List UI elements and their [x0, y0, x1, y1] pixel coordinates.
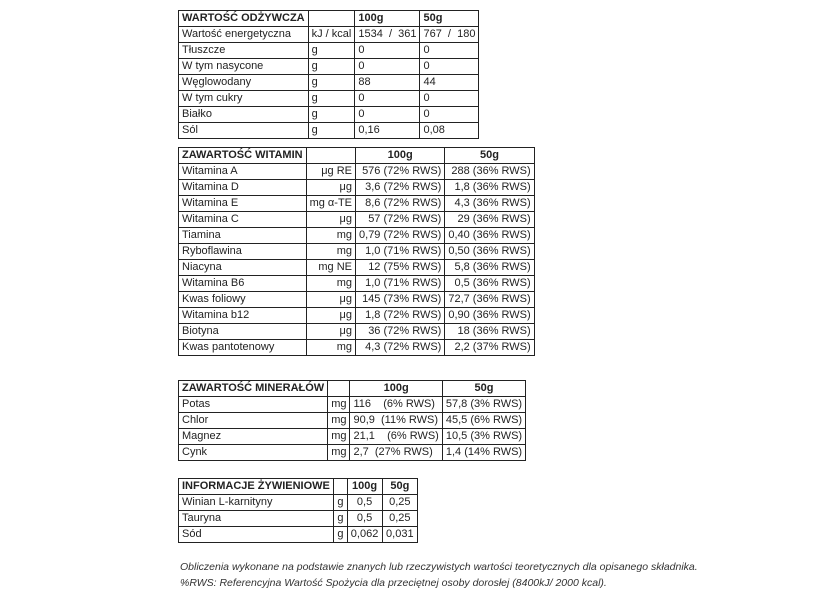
table-row: [179, 228, 535, 244]
table-row: [179, 292, 535, 308]
value-100g: 0: [355, 59, 420, 75]
unit: μg: [306, 324, 355, 340]
unit: g: [333, 527, 347, 543]
unit: mg: [328, 429, 350, 445]
unit: g: [308, 59, 355, 75]
value-50g: 44: [420, 75, 479, 91]
nutrient-name: Tłuszcze: [179, 43, 309, 59]
value-50g: 0,031: [382, 527, 417, 543]
unit: g: [308, 107, 355, 123]
nutrition-50g-header: 50g: [420, 11, 479, 27]
minerals-50g-header: 50g: [442, 381, 525, 397]
unit: mg α-TE: [306, 196, 355, 212]
nutrient-name: Witamina D: [179, 180, 307, 196]
footnotes: [180, 559, 698, 591]
table-row: [179, 196, 535, 212]
nutrition-table: [178, 10, 479, 139]
value-100g: 0,5: [347, 495, 382, 511]
value-100g: 8,6 (72% RWS): [356, 196, 445, 212]
value-100g: 576 (72% RWS): [356, 164, 445, 180]
value-50g: 1,8 (36% RWS): [445, 180, 534, 196]
value-100g: 1,0 (71% RWS): [356, 244, 445, 260]
unit: mg NE: [306, 260, 355, 276]
value-50g: 0,25: [382, 511, 417, 527]
unit: μg: [306, 292, 355, 308]
value-50g: 0: [420, 59, 479, 75]
nutrient-name: Witamina A: [179, 164, 307, 180]
table-row: [179, 27, 479, 43]
nutrient-name: Magnez: [179, 429, 328, 445]
table-row: [179, 164, 535, 180]
value-100g: 0: [355, 43, 420, 59]
table-row: [179, 123, 479, 139]
unit: μg: [306, 212, 355, 228]
unit: μg: [306, 308, 355, 324]
value-50g: 0: [420, 91, 479, 107]
table-row: [179, 212, 535, 228]
table-row: [179, 324, 535, 340]
unit: g: [333, 511, 347, 527]
value-100g: 88: [355, 75, 420, 91]
value-100g: 36 (72% RWS): [356, 324, 445, 340]
value-50g: 5,8 (36% RWS): [445, 260, 534, 276]
unit: mg: [306, 228, 355, 244]
value-50g: 2,2 (37% RWS): [445, 340, 534, 356]
nutrient-name: Winian L-karnityny: [179, 495, 334, 511]
unit: kJ / kcal: [308, 27, 355, 43]
nutrient-name: Witamina b12: [179, 308, 307, 324]
unit: mg: [306, 244, 355, 260]
value-50g: 0,40 (36% RWS): [445, 228, 534, 244]
nutrient-name: Witamina C: [179, 212, 307, 228]
value-50g: 767 / 180: [420, 27, 479, 43]
value-100g: 0,16: [355, 123, 420, 139]
value-50g: 0,25: [382, 495, 417, 511]
nutrient-name: Kwas pantotenowy: [179, 340, 307, 356]
value-50g: 0,50 (36% RWS): [445, 244, 534, 260]
nutrient-name: Tiamina: [179, 228, 307, 244]
table-row: [179, 429, 526, 445]
table-row: [179, 445, 526, 461]
value-100g: 1534 / 361: [355, 27, 420, 43]
value-100g: 0,5: [347, 511, 382, 527]
value-50g: 18 (36% RWS): [445, 324, 534, 340]
unit: g: [308, 123, 355, 139]
value-50g: 29 (36% RWS): [445, 212, 534, 228]
nutrition-unit-header: [308, 11, 355, 27]
value-50g: 72,7 (36% RWS): [445, 292, 534, 308]
nutrition-title: WARTOŚĆ ODŻYWCZA: [179, 11, 309, 27]
unit: g: [333, 495, 347, 511]
nutrient-name: Potas: [179, 397, 328, 413]
nutrient-name: Sól: [179, 123, 309, 139]
table-row: [179, 308, 535, 324]
info-table: [178, 478, 418, 543]
table-row: [179, 397, 526, 413]
table-row: [179, 260, 535, 276]
vitamins-unit-header: [306, 148, 355, 164]
vitamins-50g-header: 50g: [445, 148, 534, 164]
minerals-table: [178, 380, 526, 461]
value-50g: 4,3 (36% RWS): [445, 196, 534, 212]
value-100g: 57 (72% RWS): [356, 212, 445, 228]
value-100g: 145 (73% RWS): [356, 292, 445, 308]
unit: mg: [306, 276, 355, 292]
nutrient-name: W tym nasycone: [179, 59, 309, 75]
table-row: [179, 59, 479, 75]
value-50g: 0,90 (36% RWS): [445, 308, 534, 324]
value-50g: 0,08: [420, 123, 479, 139]
nutrient-name: Chlor: [179, 413, 328, 429]
table-row: [179, 340, 535, 356]
value-50g: 10,5 (3% RWS): [442, 429, 525, 445]
nutrition-100g-header: 100g: [355, 11, 420, 27]
value-100g: 1,0 (71% RWS): [356, 276, 445, 292]
unit: μg RE: [306, 164, 355, 180]
nutrient-name: Wartość energetyczna: [179, 27, 309, 43]
unit: g: [308, 75, 355, 91]
value-50g: 45,5 (6% RWS): [442, 413, 525, 429]
minerals-100g-header: 100g: [350, 381, 442, 397]
table-row: [179, 180, 535, 196]
value-100g: 2,7 (27% RWS): [350, 445, 442, 461]
unit: g: [308, 91, 355, 107]
nutrient-name: Cynk: [179, 445, 328, 461]
info-title: INFORMACJE ŻYWIENIOWE: [179, 479, 334, 495]
vitamins-header: [179, 148, 535, 164]
minerals-rows: [179, 397, 526, 461]
footnote-rws: %RWS: Referencyjna Wartość Spożycia dla przeciętnej osoby dorosłej (8400kJ/ 2000 kcal).: [180, 577, 607, 589]
info-rows: [179, 495, 418, 543]
vitamins-100g-header: 100g: [356, 148, 445, 164]
nutrient-name: Niacyna: [179, 260, 307, 276]
minerals-title: ZAWARTOŚĆ MINERAŁÓW: [179, 381, 328, 397]
info-header: [179, 479, 418, 495]
value-100g: 12 (75% RWS): [356, 260, 445, 276]
nutrient-name: Biotyna: [179, 324, 307, 340]
table-row: [179, 75, 479, 91]
value-100g: 1,8 (72% RWS): [356, 308, 445, 324]
nutrient-name: Kwas foliowy: [179, 292, 307, 308]
value-100g: 0,79 (72% RWS): [356, 228, 445, 244]
unit: mg: [328, 445, 350, 461]
nutrient-name: Białko: [179, 107, 309, 123]
nutrition-header: [179, 11, 479, 27]
unit: g: [308, 43, 355, 59]
value-100g: 3,6 (72% RWS): [356, 180, 445, 196]
table-row: [179, 495, 418, 511]
value-50g: 0,5 (36% RWS): [445, 276, 534, 292]
nutrient-name: Tauryna: [179, 511, 334, 527]
nutrient-name: W tym cukry: [179, 91, 309, 107]
value-50g: 1,4 (14% RWS): [442, 445, 525, 461]
value-100g: 4,3 (72% RWS): [356, 340, 445, 356]
vitamins-title: ZAWARTOŚĆ WITAMIN: [179, 148, 307, 164]
nutrient-name: Ryboflawina: [179, 244, 307, 260]
table-row: [179, 91, 479, 107]
info-50g-header: 50g: [382, 479, 417, 495]
value-100g: 90,9 (11% RWS): [350, 413, 442, 429]
table-row: [179, 244, 535, 260]
info-100g-header: 100g: [347, 479, 382, 495]
table-row: [179, 107, 479, 123]
value-100g: 21,1 (6% RWS): [350, 429, 442, 445]
unit: mg: [328, 413, 350, 429]
nutrient-name: Węglowodany: [179, 75, 309, 91]
nutrient-name: Witamina E: [179, 196, 307, 212]
table-row: [179, 527, 418, 543]
footnote-calculation: Obliczenia wykonane na podstawie znanych lub rzeczywistych wartości teoretycznych dla opisanego składnika.: [180, 561, 698, 573]
table-row: [179, 413, 526, 429]
nutrient-name: Sód: [179, 527, 334, 543]
nutrient-name: Witamina B6: [179, 276, 307, 292]
value-50g: 0: [420, 43, 479, 59]
table-row: [179, 511, 418, 527]
value-50g: 0: [420, 107, 479, 123]
value-100g: 0: [355, 107, 420, 123]
minerals-unit-header: [328, 381, 350, 397]
value-100g: 0,062: [347, 527, 382, 543]
nutrition-rows: [179, 27, 479, 139]
value-100g: 0: [355, 91, 420, 107]
unit: mg: [328, 397, 350, 413]
minerals-header: [179, 381, 526, 397]
value-100g: 116 (6% RWS): [350, 397, 442, 413]
value-50g: 57,8 (3% RWS): [442, 397, 525, 413]
vitamins-table: [178, 147, 535, 356]
table-row: [179, 43, 479, 59]
table-row: [179, 276, 535, 292]
vitamins-rows: [179, 164, 535, 356]
unit: mg: [306, 340, 355, 356]
info-unit-header: [333, 479, 347, 495]
value-50g: 288 (36% RWS): [445, 164, 534, 180]
unit: μg: [306, 180, 355, 196]
